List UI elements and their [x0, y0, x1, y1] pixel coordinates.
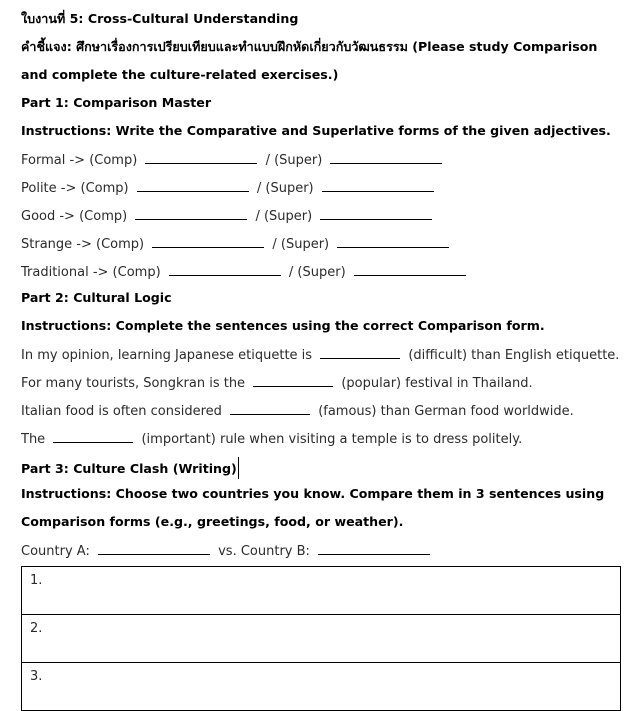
sentence-after: (difficult) than English etiquette. — [408, 348, 620, 363]
text-cursor — [238, 457, 239, 479]
instruction-line-1: คำชี้แจง: ศึกษาเรื่องการเปรียบเทียบและทำแบบฝึกหัดเกี่ยวกับวัฒนธรรม (Please study Comparison — [21, 39, 598, 54]
comp-answer-blank[interactable] — [152, 234, 264, 248]
item-word: Good -> — [21, 209, 75, 224]
item-word: Formal -> — [21, 153, 86, 168]
sentence-answer-blank[interactable] — [53, 429, 133, 443]
part3-instructions-line-2: Comparison forms (e.g., greetings, food, or weather). — [21, 514, 404, 529]
sentence-after: (famous) than German food worldwide. — [318, 404, 574, 419]
super-answer-blank[interactable] — [354, 262, 466, 276]
part3-instructions-line-1: Instructions: Choose two countries you know. Compare them in 3 sentences using — [21, 486, 605, 501]
table-row — [22, 663, 621, 711]
answer-cell[interactable]: 1. — [22, 567, 621, 615]
part1-item — [21, 150, 446, 170]
part1-item — [21, 262, 470, 282]
super-label: / (Super) — [265, 153, 323, 168]
part1-item — [21, 178, 438, 198]
part1-heading: Part 1: Comparison Master — [21, 95, 212, 110]
instruction-line-2: and complete the culture-related exercises.) — [21, 67, 339, 82]
part1-item — [21, 206, 436, 226]
table-row — [22, 567, 621, 615]
comp-answer-blank[interactable] — [135, 206, 247, 220]
answer-cell[interactable]: 2. — [22, 615, 621, 663]
super-label: / (Super) — [255, 209, 313, 224]
part1-instructions: Instructions: Write the Comparative and Superlative forms of the given adjectives. — [21, 123, 611, 138]
sentence-after: (important) rule when visiting a temple is to dress politely. — [141, 432, 523, 447]
super-label: / (Super) — [256, 181, 314, 196]
country-a-blank[interactable] — [98, 541, 210, 555]
sentence-answer-blank[interactable] — [230, 401, 310, 415]
item-word: Polite -> — [21, 181, 77, 196]
sentence-after: (popular) festival in Thailand. — [341, 376, 533, 391]
part3-heading-line — [21, 457, 239, 479]
super-answer-blank[interactable] — [337, 234, 449, 248]
comp-label: (Comp) — [112, 265, 161, 280]
part2-sentence — [21, 373, 533, 393]
worksheet-title: ใบงานที่ 5: Cross-Cultural Understanding — [21, 11, 299, 26]
part2-sentence — [21, 345, 619, 365]
country-b-blank[interactable] — [318, 541, 430, 555]
comp-answer-blank[interactable] — [145, 150, 257, 164]
super-label: / (Super) — [288, 265, 346, 280]
part2-heading: Part 2: Cultural Logic — [21, 290, 172, 305]
sentence-before: Italian food is often considered — [21, 404, 222, 419]
country-line — [21, 541, 434, 561]
sentence-before: The — [21, 432, 46, 447]
part3-heading: Part 3: Culture Clash (Writing) — [21, 461, 237, 476]
writing-answer-table — [21, 566, 621, 711]
comp-answer-blank[interactable] — [137, 178, 249, 192]
country-a-label: Country A: — [21, 544, 90, 559]
country-b-label: vs. Country B: — [218, 544, 310, 559]
part2-sentence — [21, 429, 522, 449]
super-label: / (Super) — [272, 237, 330, 252]
comp-label: (Comp) — [96, 237, 145, 252]
sentence-answer-blank[interactable] — [320, 345, 400, 359]
comp-answer-blank[interactable] — [169, 262, 281, 276]
part1-item — [21, 234, 453, 254]
sentence-before: In my opinion, learning Japanese etiquette is — [21, 348, 313, 363]
answer-cell[interactable]: 3. — [22, 663, 621, 711]
sentence-before: For many tourists, Songkran is the — [21, 376, 246, 391]
super-answer-blank[interactable] — [320, 206, 432, 220]
comp-label: (Comp) — [80, 181, 129, 196]
part2-instructions: Instructions: Complete the sentences using the correct Comparison form. — [21, 318, 545, 333]
comp-label: (Comp) — [89, 153, 138, 168]
item-word: Traditional -> — [21, 265, 109, 280]
sentence-answer-blank[interactable] — [253, 373, 333, 387]
table-row — [22, 615, 621, 663]
super-answer-blank[interactable] — [322, 178, 434, 192]
super-answer-blank[interactable] — [330, 150, 442, 164]
item-word: Strange -> — [21, 237, 92, 252]
comp-label: (Comp) — [79, 209, 128, 224]
part2-sentence — [21, 401, 574, 421]
